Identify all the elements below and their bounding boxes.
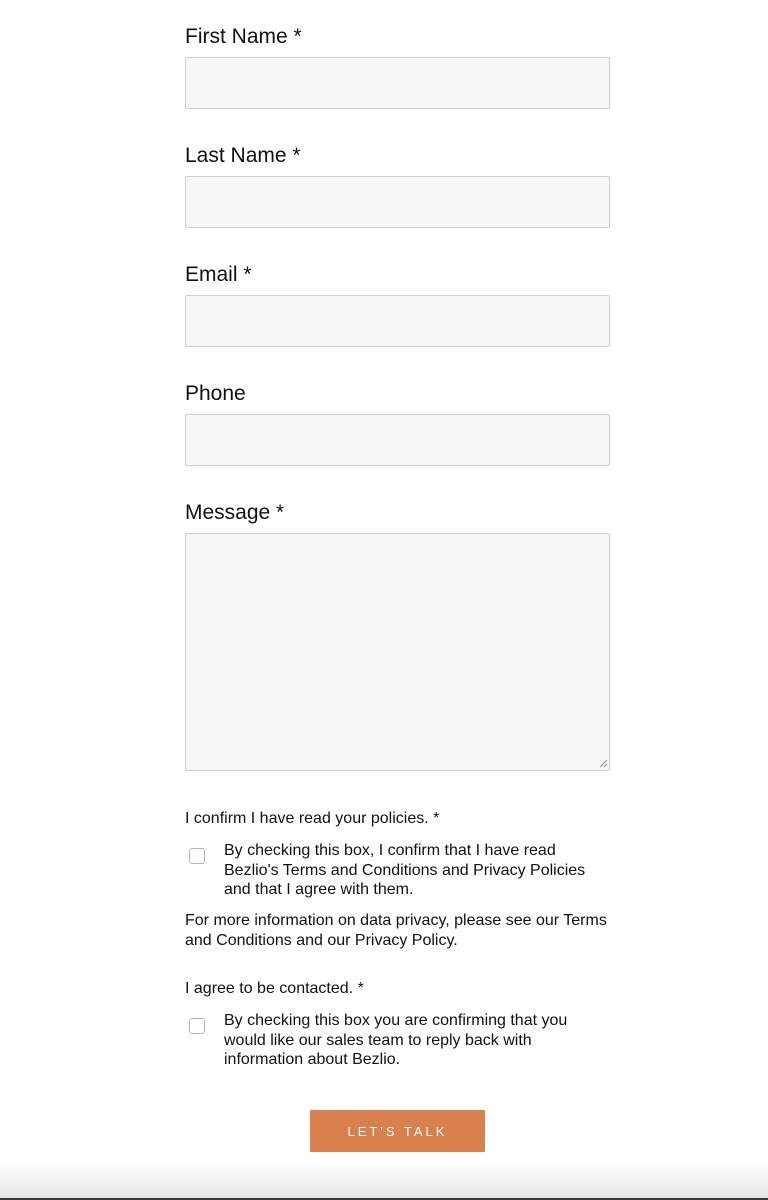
resize-handle-icon[interactable] — [598, 758, 608, 768]
contact-checkbox-text: By checking this box you are confirming that you would like our sales team to reply back with information about Bezlio. — [224, 1012, 568, 1068]
lets-talk-button[interactable]: LET'S TALK — [310, 1110, 485, 1152]
phone-input[interactable] — [185, 414, 610, 466]
policies-checkbox[interactable] — [189, 848, 205, 864]
email-label: Email * — [185, 263, 252, 286]
email-input[interactable] — [185, 295, 610, 347]
contact-heading: I agree to be contacted. * — [185, 980, 364, 997]
policies-checkbox-text: By checking this box, I confirm that I have read Bezlio's Terms and Conditions and Privacy Policies and that I agree with them. — [224, 842, 586, 898]
bottom-shadow — [0, 1160, 768, 1200]
message-label: Message * — [185, 501, 285, 524]
policies-heading: I confirm I have read your policies. * — [185, 810, 440, 827]
last-name-input[interactable] — [185, 176, 610, 228]
contact-checkbox[interactable] — [189, 1018, 205, 1034]
first-name-label: First Name * — [185, 25, 302, 48]
message-textarea[interactable] — [185, 533, 610, 771]
first-name-input[interactable] — [185, 57, 610, 109]
phone-label: Phone — [185, 382, 246, 405]
privacy-info-text: For more information on data privacy, please see our Terms and Conditions and our Privacy Policy. — [185, 912, 607, 949]
last-name-label: Last Name * — [185, 144, 301, 167]
